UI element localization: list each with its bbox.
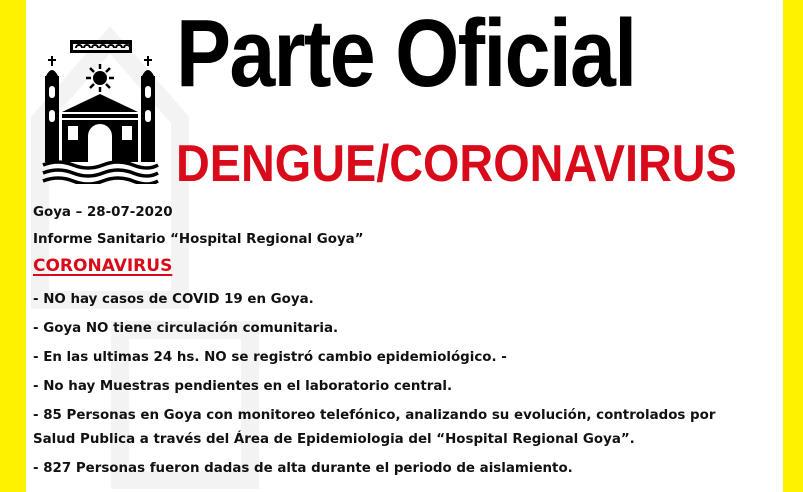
report-item-continuation: Salud Publica a través del Área de Epidemiologia del “Hospital Regional Goya”. bbox=[33, 432, 635, 447]
report-source: Informe Sanitario “Hospital Regional Goya” bbox=[33, 232, 364, 247]
report-item: - Goya NO tiene circulación comunitaria. bbox=[33, 321, 339, 336]
right-yellow-border bbox=[783, 0, 803, 492]
report-item: - En las ultimas 24 hs. NO se registró cambio epidemiológico. - bbox=[33, 350, 507, 365]
left-yellow-border bbox=[0, 0, 26, 492]
report-item: - NO hay casos de COVID 19 en Goya. bbox=[33, 292, 314, 307]
report-item: - No hay Muestras pendientes en el laboratorio central. bbox=[33, 379, 453, 394]
city-crest-icon bbox=[38, 34, 162, 184]
report-item: - 85 Personas en Goya con monitoreo telefónico, analizando su evolución, controlados por bbox=[33, 408, 716, 423]
section-title: CORONAVIRUS bbox=[33, 256, 173, 276]
page-title: Parte Oficial bbox=[176, 0, 636, 107]
report-item: - 827 Personas fueron dadas de alta durante el periodo de aislamiento. bbox=[33, 461, 573, 476]
page-subtitle: DENGUE/CORONAVIRUS bbox=[176, 135, 737, 193]
report-date: Goya – 28-07-2020 bbox=[33, 205, 173, 220]
